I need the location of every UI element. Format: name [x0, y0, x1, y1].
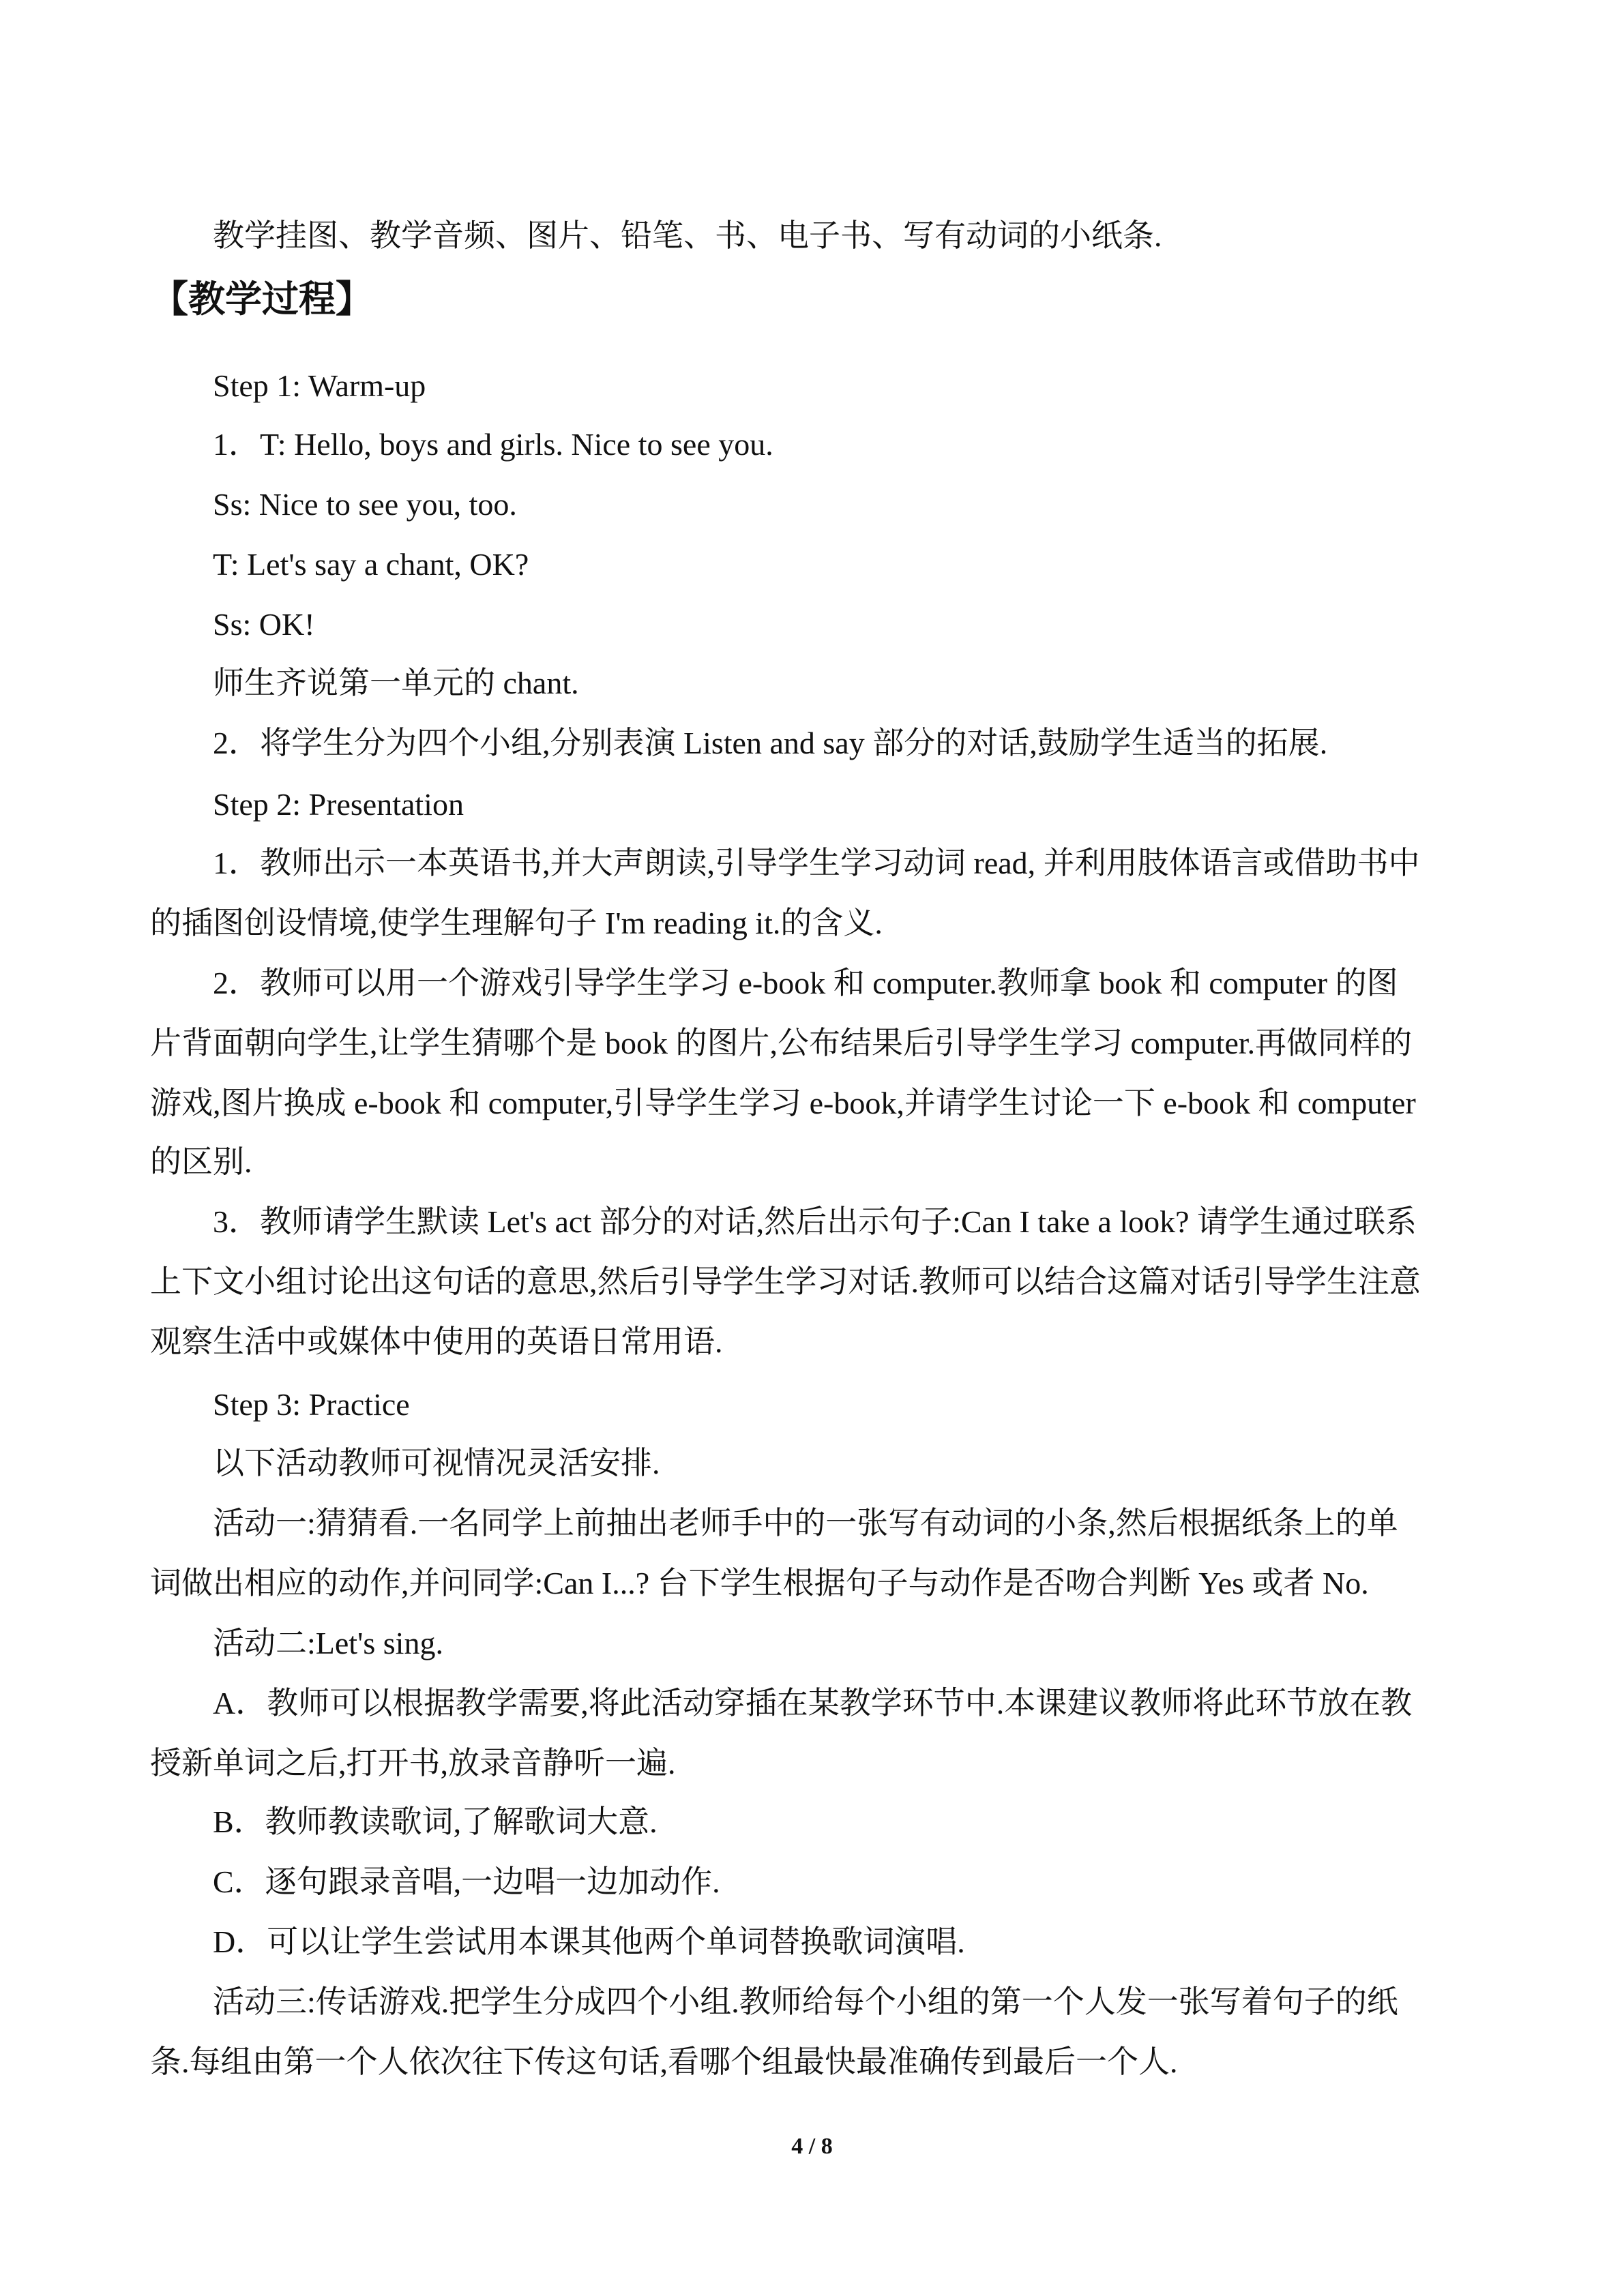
- paragraph-line: T: Let's say a chant, OK?: [213, 547, 529, 582]
- paragraph-line: 词做出相应的动作,并问同学:Can I...? 台下学生根据句子与动作是否吻合判断 Yes 或者 No.: [150, 1566, 1369, 1600]
- step-heading: Step 3: Practice: [213, 1387, 410, 1422]
- paragraph-line: 的插图创设情境,使学生理解句子 I'm reading it.的含义.: [150, 906, 883, 940]
- paragraph-line: 游戏,图片换成 e-book 和 computer,引导学生学习 e-book,并请学生讨论一下 e-book 和 computer: [150, 1086, 1416, 1120]
- paragraph-line: 师生齐说第一单元的 chant.: [213, 666, 579, 700]
- paragraph-line: 1．T: Hello, boys and girls. Nice to see you.: [213, 427, 773, 462]
- paragraph-line: 观察生活中或媒体中使用的英语日常用语.: [150, 1324, 723, 1359]
- section-title: 【教学过程】: [151, 278, 372, 320]
- materials-text: 教学挂图、教学音频、图片、铅笔、书、电子书、写有动词的小纸条.: [213, 218, 1162, 253]
- paragraph-line: 1．教师出示一本英语书,并大声朗读,引导学生学习动词 read, 并利用肢体语言或借助书中: [213, 846, 1420, 880]
- paragraph-line: C．逐句跟录音唱,一边唱一边加动作.: [213, 1864, 720, 1899]
- paragraph-line: 活动一:猜猜看.一名同学上前抽出老师手中的一张写有动词的小条,然后根据纸条上的单: [213, 1506, 1398, 1540]
- paragraph-line: Ss: OK!: [213, 607, 315, 642]
- paragraph-line: A．教师可以根据教学需要,将此活动穿插在某教学环节中.本课建议教师将此环节放在教: [213, 1686, 1413, 1720]
- step-heading: Step 1: Warm-up: [213, 368, 426, 403]
- paragraph-line: D．可以让学生尝试用本课其他两个单词替换歌词演唱.: [213, 1924, 965, 1959]
- page-number: 4 / 8: [791, 2134, 833, 2159]
- paragraph-line: 以下活动教师可视情况灵活安排.: [213, 1446, 660, 1480]
- paragraph-line: 条.每组由第一个人依次往下传这句话,看哪个组最快最准确传到最后一个人.: [150, 2044, 1178, 2079]
- paragraph-line: 2．教师可以用一个游戏引导学生学习 e-book 和 computer.教师拿 book 和 computer 的图: [213, 966, 1398, 1000]
- step-heading: Step 2: Presentation: [213, 787, 464, 822]
- paragraph-line: B．教师教读歌词,了解歌词大意.: [213, 1804, 658, 1839]
- paragraph-line: 授新单词之后,打开书,放录音静听一遍.: [150, 1746, 676, 1780]
- paragraph-line: 3．教师请学生默读 Let's act 部分的对话,然后出示句子:Can I take a look? 请学生通过联系: [213, 1204, 1417, 1239]
- paragraph-line: 的区别.: [150, 1144, 252, 1179]
- paragraph-line: 活动三:传话游戏.把学生分成四个小组.教师给每个小组的第一个人发一张写着句子的纸: [213, 1984, 1398, 2019]
- paragraph-line: 片背面朝向学生,让学生猜哪个是 book 的图片,公布结果后引导学生学习 computer.再做同样的: [150, 1026, 1413, 1060]
- paragraph-line: 活动二:Let's sing.: [213, 1626, 443, 1660]
- paragraph-line: Ss: Nice to see you, too.: [213, 487, 517, 522]
- paragraph-line: 2．将学生分为四个小组,分别表演 Listen and say 部分的对话,鼓励学生适当的拓展.: [213, 726, 1328, 760]
- paragraph-line: 上下文小组讨论出这句话的意思,然后引导学生学习对话.教师可以结合这篇对话引导学生注意: [150, 1264, 1421, 1299]
